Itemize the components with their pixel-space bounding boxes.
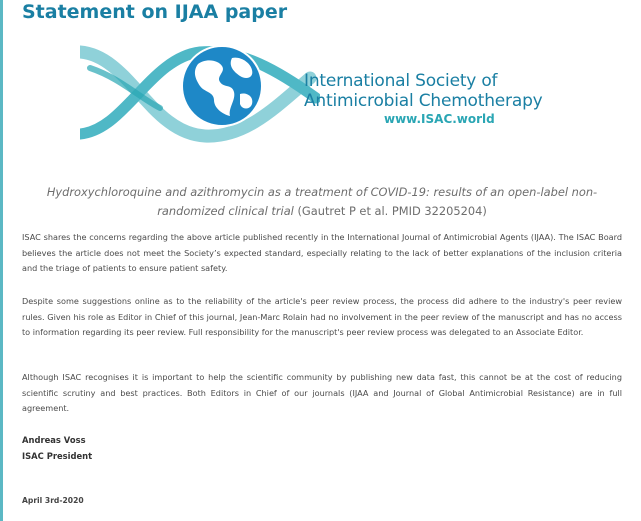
logo-wordmark bbox=[304, 71, 543, 127]
logo-name-line-2: Antimicrobial Chemotherapy bbox=[304, 91, 543, 111]
article-title: Hydroxychloroquine and azithromycin as a treatment of COVID-19: results of an open-label non-randomized clinical trial bbox=[46, 185, 598, 218]
paragraph-agreement: Although ISAC recognises it is important to help the scientific community by publishing new data fast, this cannot be at the cost of reducing scientific scrutiny and best practices. Both Editors in Chief of our journals (IJAA and Journal of Global Antimicrobial Resistance) are in full agreement. bbox=[22, 372, 622, 413]
signature-block bbox=[22, 433, 92, 464]
logo-url: www.ISAC.world bbox=[384, 112, 495, 126]
isac-helix-globe-icon bbox=[80, 38, 320, 150]
paragraph-concerns: ISAC shares the concerns regarding the above article published recently in the International Journal of Antimicrobial Agents (IJAA). The ISAC Board believes the article does not meet the Society’s expected standard, especially relating to the lack of better explanations of the inclusion criteria and the triage of patients to ensure patient safety. bbox=[22, 232, 622, 273]
statement-date: April 3rd-2020 bbox=[22, 496, 84, 505]
logo-name-line-1: International Society of bbox=[304, 71, 498, 91]
signatory-name: Andreas Voss bbox=[22, 435, 86, 445]
article-citation: (Gautret P et al. PMID 32205204) bbox=[293, 204, 487, 218]
left-accent-rule bbox=[0, 0, 3, 521]
article-reference bbox=[22, 183, 622, 221]
isac-logo bbox=[80, 38, 560, 150]
paragraph-peer-review: Despite some suggestions online as to the reliability of the article's peer review process, the process did adhere to the industry's peer review rules. Given his role as Editor in Chief of this journal, Jean-Marc Rolain had no involvement in the peer review of the manuscript and has no access to information regarding its peer review. Full responsibility for the manuscript's peer review process was delegated to an Associate Editor. bbox=[22, 296, 622, 337]
page-title: Statement on IJAA paper bbox=[22, 1, 288, 23]
signatory-role: ISAC President bbox=[22, 450, 93, 461]
